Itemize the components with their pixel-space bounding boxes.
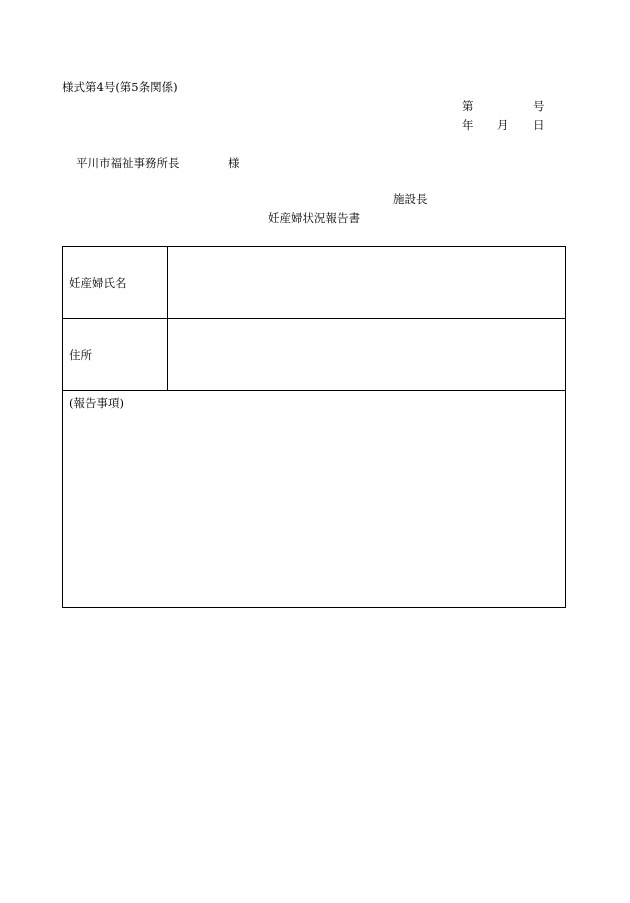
- address-label: 住所: [69, 347, 92, 362]
- name-value-field[interactable]: [168, 247, 565, 318]
- name-label: 妊産婦氏名: [69, 275, 127, 290]
- addressee-honorific: 様: [228, 156, 240, 170]
- doc-number-go: 号: [533, 99, 545, 113]
- address-label-cell: [63, 319, 168, 390]
- date-year: 年: [462, 118, 474, 132]
- report-row: [63, 391, 565, 607]
- address-value-field[interactable]: [168, 319, 565, 390]
- date-day: 日: [533, 118, 545, 132]
- report-form-table: [62, 246, 566, 608]
- form-number: 様式第4号(第5条関係): [62, 80, 178, 94]
- addressee-name: 平川市福祉事務所長: [76, 156, 180, 170]
- doc-number-dai: 第: [462, 99, 474, 113]
- name-row: [63, 247, 565, 319]
- date-month: 月: [497, 118, 509, 132]
- document-title: 妊産婦状況報告書: [268, 211, 360, 225]
- name-label-cell: [63, 247, 168, 318]
- report-label: (報告事項): [69, 396, 124, 410]
- sender-title: 施設長: [393, 192, 428, 206]
- report-body-field[interactable]: [63, 411, 565, 607]
- address-row: [63, 319, 565, 391]
